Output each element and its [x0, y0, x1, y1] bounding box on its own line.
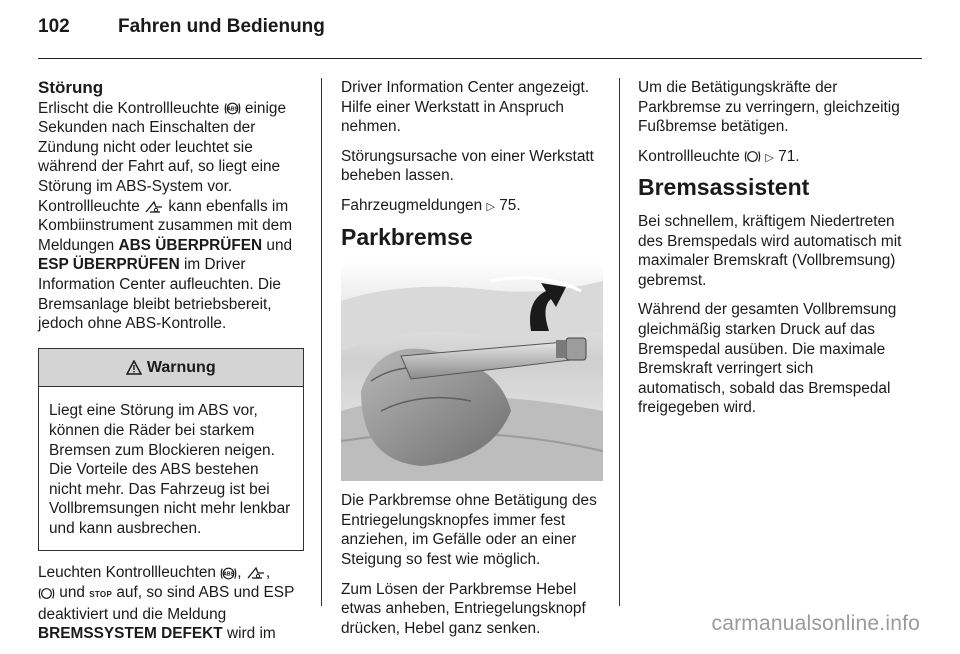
paragraph: Während der gesamten Vollbremsung gleichmäßig starken Druck auf das Bremspedal ausüben. Die maximale Bremskraft verringert sich automatisch, sobald das Bremspedal freigegeben wird. — [638, 301, 897, 417]
warning-triangle-icon — [126, 360, 142, 375]
text: Erlischt die Kontrollleuchte — [38, 99, 220, 117]
text: und — [59, 584, 85, 602]
page-number: 102 — [38, 16, 70, 37]
abs-icon — [224, 101, 241, 116]
paragraph: Bei schnellem, kräftigem Niedertreten des Bremspedals wird automatisch mit maximaler Bremskraft (Vollbremsung) gebremst. — [638, 212, 902, 289]
paragraph: Um die Betätigungskräfte der Parkbremse zu verringern, gleichzeitig Fußbremse betätigen. — [638, 79, 900, 136]
brake-warning-icon — [246, 566, 266, 580]
header-rule — [38, 58, 922, 59]
stop-icon: STOP — [89, 590, 113, 600]
parking-brake-photo — [341, 261, 603, 481]
page-reference[interactable]: 71. — [778, 147, 800, 165]
section-heading-stoerung: Störung — [38, 78, 104, 97]
page-reference[interactable]: 75. — [499, 196, 521, 214]
brake-circle-icon — [38, 586, 55, 601]
message-abs-check: ABS ÜBERPRÜFEN — [118, 236, 263, 254]
text: Leuchten Kontrollleuchten — [38, 564, 216, 582]
text: Fahrzeugmeldungen — [341, 196, 483, 214]
column-divider — [619, 78, 620, 606]
brake-circle-icon — [744, 149, 761, 164]
text: einige Sekunden nach Einschalten der Zündung nicht oder leuchtet sie während der Fahrt auf, so liegt eine Störung im ABS-System vor. Kontrollleuchte — [38, 99, 286, 215]
paragraph — [638, 147, 904, 169]
text: auf, so sind ABS und ESP deaktiviert und die Meldung — [38, 584, 295, 623]
page-title: Fahren und Bedienung — [118, 16, 325, 37]
paragraph: Die Parkbremse ohne Betätigung des Entriegelungsknopfes immer fest anziehen, im Gefälle oder an einer Steigung so fest wie möglich. — [341, 492, 597, 568]
column-2 — [341, 78, 603, 648]
warning-header — [39, 349, 303, 388]
text: und — [266, 236, 293, 254]
warning-text: Liegt eine Störung im ABS vor, können die Räder bei starkem Bremsen zum Blockieren neigen. Die Vorteile des ABS bestehen nicht mehr. Das Fahrzeug ist bei Vollbremsungen nicht mehr lenkbar und kann ausbrechen. — [49, 402, 291, 537]
warning-box — [38, 348, 304, 552]
text: Kontrollleuchte — [638, 147, 740, 165]
text: , — [265, 564, 271, 582]
svg-text:ABS: ABS — [223, 571, 235, 578]
watermark: carmanualsonline.info — [711, 612, 920, 635]
text: im Driver Information Center aufleuchten. Die Bremsanlage bleibt betriebsbereit, jedoch ohne ABS-Kontrolle. — [38, 256, 281, 333]
column-3 — [638, 78, 904, 428]
paragraph — [38, 563, 304, 643]
paragraph — [341, 196, 603, 218]
text: kann ebenfalls im Kombiinstrument zusammen mit dem Meldungen — [38, 197, 293, 254]
column-1 — [38, 78, 304, 654]
section-heading-bremsassistent: Bremsassistent — [638, 174, 810, 201]
abs-icon — [220, 566, 237, 581]
paragraph: Zum Lösen der Parkbremse Hebel etwas anheben, Entriegelungsknopf drücken, Hebel ganz senken. — [341, 580, 586, 637]
page-ref-arrow-icon: ▷ — [765, 151, 774, 164]
page-ref-arrow-icon: ▷ — [486, 200, 495, 213]
column-divider — [321, 78, 322, 606]
paragraph — [38, 99, 304, 334]
svg-text:ABS: ABS — [226, 106, 238, 113]
message-esp-check: ESP ÜBERPRÜFEN — [38, 256, 180, 274]
paragraph: Driver Information Center angezeigt. Hilfe einer Werkstatt in Anspruch nehmen. — [341, 79, 590, 136]
paragraph: Störungsursache von einer Werkstatt beheben lassen. — [341, 147, 594, 185]
message-brake-system-defect: BREMSSYSTEM DEFEKT — [38, 625, 223, 643]
text: , — [237, 564, 242, 582]
warning-title: Warnung — [146, 358, 216, 376]
section-heading-parkbremse: Parkbremse — [341, 223, 473, 250]
text: wird im — [226, 625, 276, 643]
page-header — [38, 16, 325, 38]
brake-warning-icon — [144, 200, 164, 214]
